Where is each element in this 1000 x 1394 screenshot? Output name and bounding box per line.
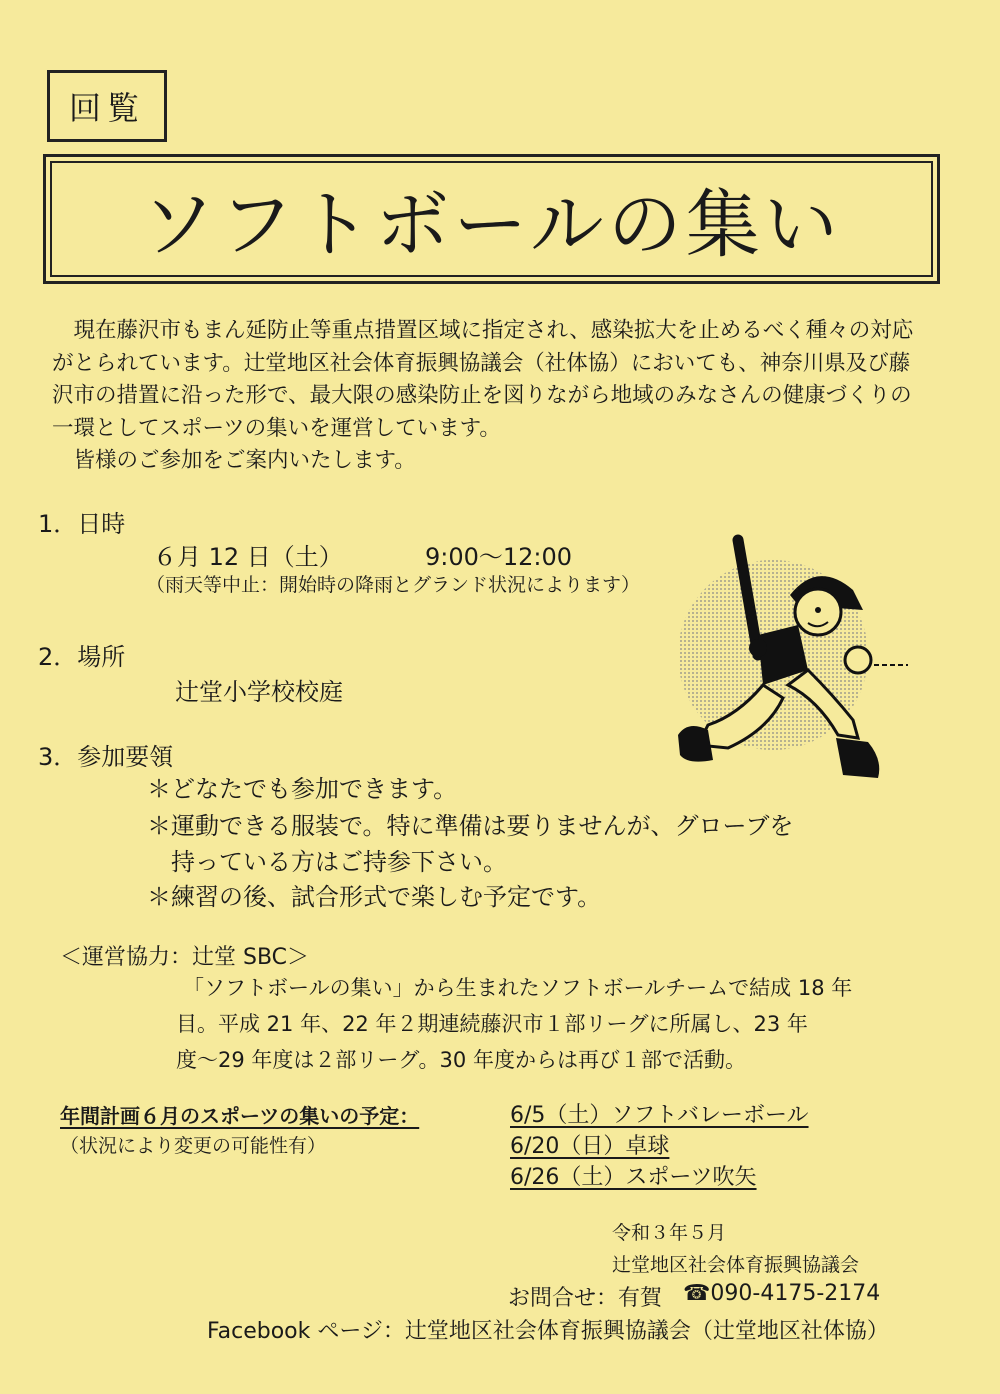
schedule-heading: 年間計画６月のスポーツの集いの予定： [60, 1104, 420, 1128]
event-time: 9:00～12:00 [425, 543, 573, 571]
circular-label: 回覧 [68, 89, 145, 127]
cooperation-heading: ＜運営協力：辻堂 SBC＞ [60, 945, 310, 970]
intro-paragraph [52, 315, 922, 478]
guideline-item: 持っている方はご持参下さい。 [171, 848, 507, 876]
schedule-event: 6/5（土）ソフトバレーボール [510, 1103, 809, 1128]
softball-batter-icon [668, 520, 918, 790]
page-title [43, 154, 940, 284]
event-date: ６月 12 日（土） [153, 543, 343, 571]
section-guidelines-heading: 3．参加要領 [38, 743, 174, 771]
schedule-note: （状況により変更の可能性有） [60, 1135, 327, 1157]
intro-text: 現在藤沢市もまん延防止等重点措置区域に指定され、感染拡大を止めるべく種々の対応がとられています。辻堂地区社会体育振興協議会（社体協）においても、神奈川県及び藤沢市の措置に沿った形で、最大限の感染防止を図りながら地域のみなさんの健康づくりの一環としてスポーツの集いを運営しています。 [52, 318, 914, 441]
intro-invite: 皆様のご参加をご案内いたします。 [73, 448, 416, 473]
contact-label: お問合せ：有賀 [508, 1286, 663, 1311]
title-text: ソフトボールの集い [141, 182, 842, 268]
cooperation-line: 度～29 年度は２部リーグ。30 年度からは再び１部で活動。 [176, 1048, 746, 1072]
section-place-heading: 2．場所 [38, 643, 126, 671]
footer-org: 辻堂地区社会体育振興協議会 [612, 1254, 860, 1276]
section-datetime-heading: 1．日時 [38, 510, 126, 538]
facebook-line: Facebook ページ：辻堂地区社会体育振興協議会（辻堂地区社体協） [207, 1319, 889, 1344]
cooperation-body [176, 970, 933, 1078]
event-place: 辻堂小学校校庭 [175, 678, 343, 706]
rain-note: （雨天等中止：開始時の降雨とグランド状況によります） [146, 574, 641, 596]
cooperation-line: 目。平成 21 年、22 年２期連続藤沢市１部リーグに所属し、23 年 [176, 1012, 808, 1036]
guideline-item: ＊練習の後、試合形式で楽しむ予定です。 [147, 883, 602, 911]
circular-stamp [47, 70, 167, 142]
cooperation-line: 「ソフトボールの集い」から生まれたソフトボールチームで結成 18 年 [183, 976, 853, 1000]
schedule-event: 6/20（日）卓球 [510, 1134, 670, 1159]
schedule-event: 6/26（土）スポーツ吹矢 [510, 1165, 757, 1190]
contact-phone: ☎090-4175-2174 [683, 1281, 881, 1306]
guideline-item: ＊運動できる服装で。特に準備は要りませんが、グローブを [147, 812, 794, 840]
guideline-item: ＊どなたでも参加できます。 [147, 775, 458, 803]
footer-date: 令和３年５月 [612, 1222, 727, 1244]
